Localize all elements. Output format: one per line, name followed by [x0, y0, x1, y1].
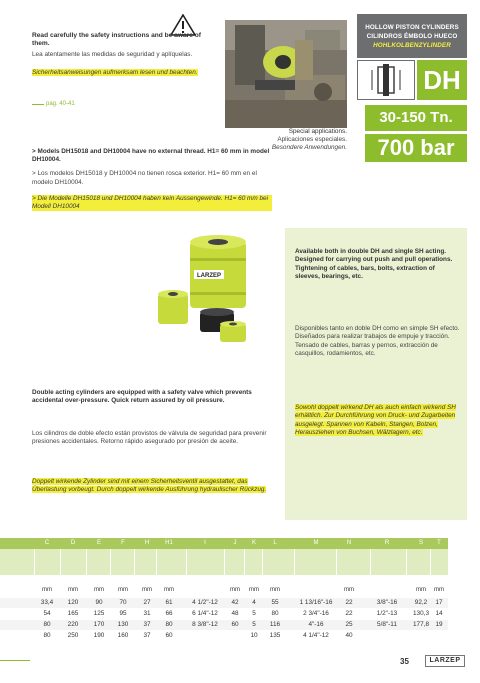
- table-cell: 3/8"-16: [376, 599, 398, 606]
- table-cell: 1/2"-13: [376, 610, 398, 617]
- warning-de: Sicherheitsanweisungen aufmerksam lesen und beachten.: [32, 69, 198, 77]
- table-unit-cell: mm: [416, 587, 426, 593]
- product-header: [357, 14, 467, 58]
- table-header-cell: E: [96, 540, 101, 546]
- table-unit-cell: mm: [164, 587, 174, 593]
- table-column-divider: [430, 549, 431, 575]
- table-header-cell: F: [121, 540, 125, 546]
- table-cell: 40: [345, 632, 353, 639]
- table-cell: 6 1/4"-12: [192, 610, 218, 617]
- table-column-divider: [224, 549, 225, 575]
- table-cell: 250: [67, 632, 79, 639]
- table-row: [0, 598, 448, 608]
- safety-de: Doppelt wirkende Zylinder sind mit einem Sicherheitsventil ausgestattet, das Überlastung vorbeugt. Durch doppelt wirkende Ausführung hydraulischer Rückzug.: [32, 478, 267, 494]
- table-cell: 4"-16: [308, 621, 324, 628]
- table-cell: 80: [165, 621, 173, 628]
- caption-en: Special applications.: [288, 128, 347, 135]
- table-cell: 60: [165, 632, 173, 639]
- warning-en: Read carefully the safety instructions and be aware of them.: [32, 32, 201, 48]
- table-column-divider: [156, 549, 157, 575]
- table-cell: 33,4: [40, 599, 54, 606]
- table-cell: 4 1/4"-12: [303, 632, 329, 639]
- table-cell: 61: [165, 599, 173, 606]
- caption-de: Besondere Anwendungen.: [271, 144, 347, 152]
- table-cell: 170: [93, 621, 105, 628]
- safety-de-wrap: [32, 478, 272, 495]
- brand-logo: LARZEP: [425, 655, 465, 667]
- table-header-cell: L: [273, 540, 277, 546]
- table-row: [0, 620, 448, 630]
- page-ref-line: [32, 104, 44, 105]
- table-cell: 55: [271, 599, 279, 606]
- tonnage-badge: 30-150 Tn.: [365, 105, 467, 131]
- table-cell: 220: [67, 621, 79, 628]
- header-en: HOLLOW PISTON CYLINDERS: [365, 24, 459, 31]
- table-header-cell: H: [144, 540, 150, 546]
- pressure-badge: 700 bar: [365, 134, 467, 162]
- table-cell: 92,2: [414, 599, 428, 606]
- table-cell: 37: [143, 632, 151, 639]
- application-photo: [225, 20, 347, 128]
- table-cell: 42: [231, 599, 239, 606]
- table-unit-cell: mm: [230, 587, 240, 593]
- table-unit-cell: mm: [94, 587, 104, 593]
- model-code: DH: [417, 60, 467, 100]
- table-cell: 37: [143, 621, 151, 628]
- caption-es: Aplicaciones especiales.: [277, 136, 347, 144]
- table-cell: 130,3: [413, 610, 429, 617]
- table-cell: 66: [165, 610, 173, 617]
- table-cell: 70: [119, 599, 127, 606]
- table-column-divider: [86, 549, 87, 575]
- table-cell: 2 3/4"-16: [303, 610, 329, 617]
- header-es: CILINDROS ÉMBOLO HUECO: [366, 33, 458, 40]
- table-cell: 80: [271, 610, 279, 617]
- table-header-cell: M: [313, 540, 319, 546]
- table-cell: 48: [231, 610, 239, 617]
- table-row: [0, 631, 448, 641]
- table-column-divider: [370, 549, 371, 575]
- table-unit-cell: mm: [249, 587, 259, 593]
- features-de: Sowohl doppelt wirkend DH als auch einfach wirkend SH erhältlich. Zur Durchführung von Druck- und Zugarbeiten ausgelegt. Spannen von Kabeln, Stangen, Bolzen, Herausziehen von Buchsen, Wälzlagern, etc.: [295, 404, 456, 437]
- table-cell: 1 13/16"-16: [299, 599, 333, 606]
- notes-es: > Los modelos DH15018 y DH10004 no tienen rosca exterior. H1= 60 mm en el modelo DH10004.: [32, 170, 257, 186]
- table-header-cell: N: [346, 540, 352, 546]
- table-cell: 17: [435, 599, 443, 606]
- table-cell: 19: [435, 621, 443, 628]
- table-column-divider: [186, 549, 187, 575]
- table-cell: 31: [143, 610, 151, 617]
- table-cell: 4: [252, 599, 256, 606]
- product-brand: LARZEP: [197, 273, 221, 279]
- table-unit-cell: mm: [344, 587, 354, 593]
- table-column-divider: [134, 549, 135, 575]
- product-image: [148, 232, 274, 346]
- table-cell: 5: [252, 610, 256, 617]
- table-column-divider: [406, 549, 407, 575]
- table-cell: 90: [95, 599, 103, 606]
- table-header-cell: H1: [165, 540, 173, 546]
- notes-de: > Die Modelle DH15018 und DH10004 haben kein Aussengewinde. H1= 60 mm bei Modell DH10004: [32, 195, 272, 211]
- table-cell: 4 1/2"-12: [192, 599, 218, 606]
- cylinder-diagram-icon: [357, 60, 415, 100]
- table-column-divider: [60, 549, 61, 575]
- table-cell: 160: [117, 632, 129, 639]
- safety-es: Los cilindros de doble efecto están provistos de válvula de seguridad para prevenir presiones accidentales. Retorno rápido asegurado por presión de aceite.: [32, 430, 267, 446]
- features-es: Disponibles tanto en doble DH como en simple SH efecto. Diseñados para realizar trabajos de empuje y tracción. Tensado de cables, barras y pernos, extracción de casquillos, rodamientos, etc.: [295, 325, 460, 358]
- table-column-divider: [34, 549, 35, 575]
- table-cell: 135: [269, 632, 281, 639]
- table-units-row: [0, 575, 448, 597]
- warning-es: Lea atentamente las medidas de seguridad y aplíquelas.: [32, 50, 193, 58]
- page-number: 35: [400, 657, 409, 666]
- table-cell: 8 3/8"-12: [192, 621, 218, 628]
- table-unit-cell: mm: [142, 587, 152, 593]
- table-cell: 5/8"-11: [377, 621, 397, 628]
- footer-line: [0, 660, 30, 661]
- table-cell: 22: [345, 610, 353, 617]
- table-cell: 130: [117, 621, 129, 628]
- table-column-divider: [336, 549, 337, 575]
- model-row: [357, 60, 467, 100]
- table-cell: 22: [345, 599, 353, 606]
- safety-en: Double acting cylinders are equipped with a safety valve which prevents accidental over-pressure. Quick return assured by oil pressure.: [32, 389, 252, 405]
- notes-en: > Models DH15018 and DH10004 have no external thread. H1= 60 mm in model DH10004.: [32, 148, 270, 164]
- table-header-cell: D: [70, 540, 76, 546]
- table-header-band: [0, 549, 448, 575]
- table-header: [0, 538, 448, 549]
- table-header-cell: T: [437, 540, 441, 546]
- table-cell: 60: [231, 621, 239, 628]
- table-cell: 125: [93, 610, 105, 617]
- table-cell: 80: [43, 621, 51, 628]
- table-cell: 177,8: [413, 621, 429, 628]
- table-cell: 120: [67, 599, 79, 606]
- table-header-cell: R: [384, 540, 390, 546]
- table-unit-cell: mm: [68, 587, 78, 593]
- model-notes: [32, 148, 272, 211]
- table-cell: 25: [345, 621, 353, 628]
- table-cell: 27: [143, 599, 151, 606]
- table-cell: 54: [43, 610, 51, 617]
- table-column-divider: [294, 549, 295, 575]
- table-unit-cell: mm: [42, 587, 52, 593]
- table-cell: 190: [93, 632, 105, 639]
- table-cell: 14: [435, 610, 443, 617]
- table-column-divider: [262, 549, 263, 575]
- safety-warning: [32, 32, 212, 79]
- table-cell: 95: [119, 610, 127, 617]
- table-header-cell: J: [233, 540, 237, 546]
- header-de: HOHLKOLBENZYLINDER: [373, 42, 451, 49]
- table-column-divider: [110, 549, 111, 575]
- table-unit-cell: mm: [270, 587, 280, 593]
- table-header-cell: C: [44, 540, 50, 546]
- table-unit-cell: mm: [118, 587, 128, 593]
- table-unit-cell: mm: [434, 587, 444, 593]
- table-header-cell: K: [251, 540, 256, 546]
- table-cell: 165: [67, 610, 79, 617]
- table-header-cell: I: [204, 540, 206, 546]
- table-cell: 5: [252, 621, 256, 628]
- table-cell: 10: [250, 632, 258, 639]
- table-cell: 80: [43, 632, 51, 639]
- table-header-cell: S: [418, 540, 423, 546]
- features-de-wrap: [295, 404, 461, 438]
- table-cell: 116: [269, 621, 281, 628]
- table-column-divider: [244, 549, 245, 575]
- page-reference: pag. 40-41: [46, 101, 75, 107]
- table-row: [0, 609, 448, 619]
- features-en: Available both in double DH and single SH acting. Designed for carrying out push and pull operations. Tightening of cables, bars, bolts, extraction of sleeves, bearings, etc.: [295, 248, 453, 281]
